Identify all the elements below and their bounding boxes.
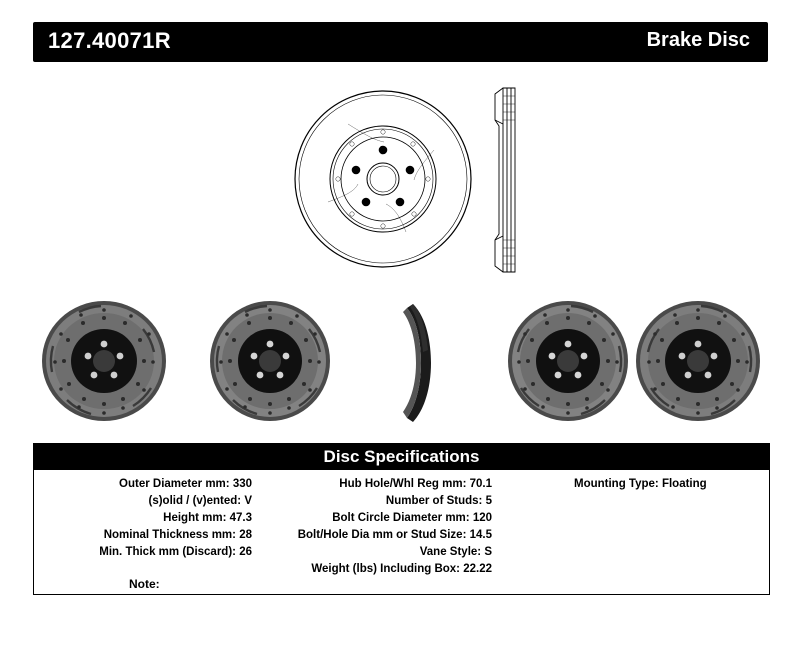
spec-row: [34, 493, 252, 510]
top-drawing-zone: [33, 72, 768, 287]
spec-row: [34, 510, 252, 527]
spec-value: 28: [239, 529, 252, 541]
spec-value: S: [484, 546, 492, 558]
spec-row: [260, 544, 492, 561]
spec-column-right: [574, 476, 769, 493]
spec-row: [574, 476, 769, 493]
rotor-thumbnail-2-icon: [205, 296, 335, 426]
spec-row: [34, 476, 252, 493]
spec-value: Floating: [661, 478, 707, 490]
spec-row: [260, 561, 492, 578]
spec-row: [34, 544, 252, 561]
spec-label: Outer Diameter mm:: [119, 478, 230, 490]
spec-label: Mounting Type:: [574, 478, 659, 490]
spec-label: Number of Studs:: [385, 495, 483, 507]
spec-value: 14.5: [469, 529, 492, 541]
page-title: Brake Disc: [646, 29, 750, 51]
spec-row: [34, 527, 252, 544]
spec-label: Height mm:: [163, 512, 227, 524]
spec-label: Weight (lbs) Including Box:: [311, 563, 461, 575]
spec-row: [260, 476, 492, 493]
disc-specifications-box: [33, 443, 770, 595]
spec-label: (s)olid / (v)ented:: [148, 495, 242, 507]
rotor-thumbnail-5-icon: [633, 296, 763, 426]
rotor-cross-section-drawing-icon: [473, 80, 563, 280]
spec-label: Nominal Thickness mm:: [103, 529, 236, 541]
spec-value: 70.1: [469, 478, 492, 490]
note-row: [129, 577, 160, 591]
spec-row: [260, 493, 492, 510]
spec-title: Disc Specifications: [323, 447, 480, 466]
spec-label: Bolt Circle Diameter mm:: [332, 512, 470, 524]
spec-row: [260, 510, 492, 527]
spec-value: V: [244, 495, 252, 507]
spec-value: 120: [472, 512, 492, 524]
spec-value: 22.22: [463, 563, 492, 575]
spec-column-left: [34, 476, 252, 561]
rotor-thumbnail-1-icon: [39, 296, 169, 426]
rotor-face-drawing-icon: [288, 84, 478, 274]
part-number: 127.40071R: [48, 28, 171, 53]
spec-label: Min. Thick mm (Discard):: [99, 546, 236, 558]
rotor-images-row: [33, 296, 768, 441]
spec-row: [260, 527, 492, 544]
spec-label: Bolt/Hole Dia mm or Stud Size:: [297, 529, 467, 541]
spec-value: 26: [239, 546, 252, 558]
spec-value: 330: [232, 478, 252, 490]
rotor-thumbnail-4-icon: [503, 296, 633, 426]
rotor-thumbnail-3-icon: [393, 300, 441, 426]
spec-column-middle: [260, 476, 492, 578]
note-label: Note:: [129, 577, 160, 591]
spec-label: Vane Style:: [419, 546, 482, 558]
spec-label: Hub Hole/Whl Reg mm:: [339, 478, 467, 490]
spec-value: 47.3: [229, 512, 252, 524]
spec-value: 5: [485, 495, 492, 507]
